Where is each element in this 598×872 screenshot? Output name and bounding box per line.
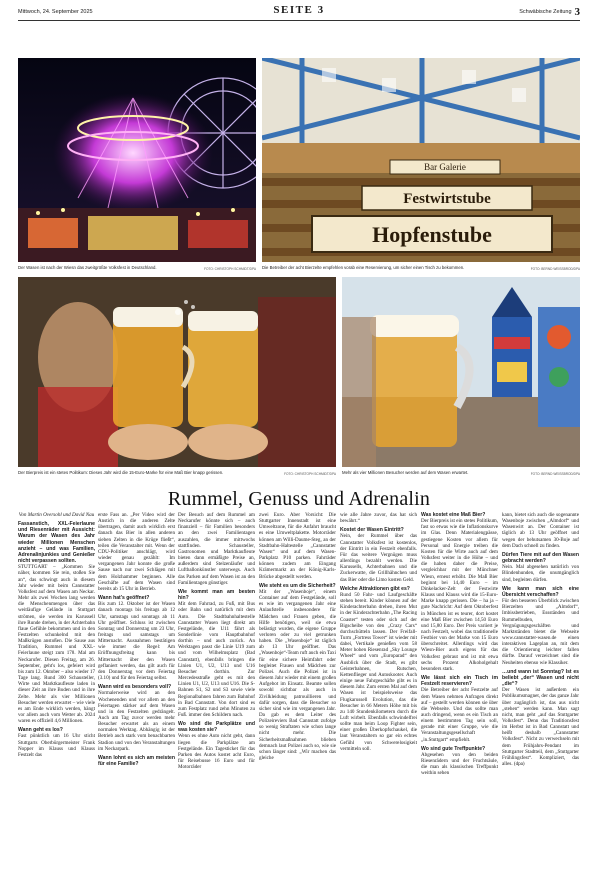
sign-bar-galerie: Bar Galerie [424, 162, 466, 172]
article-paragraph: STUTTGART – „Kommen Sie näher, kommen Sie rein, stoßen Sie an“, das schwingt auch in diesem Jahr wieder mit beim Cannstatter Volksfest auf dem Wasen am Neckar. Mehr als zwei Wochen lang werden die Menschenmengen über das weitläufige Gelände in Stuttgart strömen, sie werden im Karussell ihre Runde drehen, in der Achterbahn flaue Gefühle bekommen und in den Festzelten schunkelnd mit den Maßkrügen anstoßen. Die Sause aus Tradition, Rummel und XXL-Feierlaune steigt zum 178. Mal am Neckarufer. Diesen Freitag, am 26. September, geht's los, gefeiert wird bis zum 12. Oktober – also wieder 17 Tage lang. Rund 300 Schausteller, Wirte und Marktkaufleute laden in dieser Zeit an ihre Buden und in ihre Zelte. Mehr als vier Millionen Besucher werden erwartet – wie viele es am Ende wirklich werden, hängt vor allem auch vom Wetter ab. 2024 waren es offiziell 4,6 Millionen. [18, 564, 95, 725]
subheading: …und wann ist Sonntag? Ist es beliebt „der“ Wasen und nicht „die“? [502, 668, 579, 688]
subheading: Wann hat's geöffnet? [98, 595, 150, 602]
article-paragraph: Normalerweise wird an den Wochenenden und vor allem an den Feiertagen stärker auf dem Wasen und in den Festzelten gedrängelt. Auch am Tag zuvor werden mehr Besucher erwartet als an einem normalen Werktag. Abhängig ist der Betrieb auch stark vom benachbarten Stadion und von den Veranstaltungen im Neckarpark. [98, 690, 175, 752]
subheading: Wann lohnt es sich am meisten für eine Familie? [98, 754, 175, 768]
subheading: Wie kann man sich eine Übersicht verschaffen? [502, 585, 579, 598]
article-paragraph: Bis zum 12. Oktober ist der Wasen danach montags bis freitags ab 12 Uhr, samstags und sonntags ab 11 Uhr geöffnet. Schluss ist zwischen Sonntag und Donnerstag um 23 Uhr, freitags und samstags um Mitternacht. Ausnahmen bestätigen wie immer die Regel: Am Eröffnungsfreitag kann bis Mitternacht über den Wasen geflaniert werden, das gilt auch für den Donnerstag vor dem Feiertag (3.10) und für den Feiertag selbst. [98, 601, 175, 682]
article-paragraph: Nein, der Rummel über das Cannstatter Volksfest ist kostenlos, der Eintritt in ein Festzelt ebenfalls. Für das weitere Vergnügen muss allerdings bezahlt werden. Die Karussells, Achterbahnen und die Zuckerwatte, die Grillhähnchen und das Bier oder die Limo kosten Geld. [340, 533, 417, 583]
page-number: 3 [574, 6, 580, 18]
article-column-6 [421, 512, 498, 777]
photo-beer-mug [342, 277, 580, 467]
sign-festwirtstube: Festwirtstube [403, 191, 491, 207]
article-column-4 [259, 512, 336, 761]
subheading: Wo sind gute Treffpunkte? [421, 745, 486, 752]
subheading: Wie steht es um die Sicherheit? [259, 582, 336, 589]
article-paragraph: Fast pünktlich um 16 Uhr sticht Stuttgarts Oberbürgermeister Frank Nopper im Klauss und Klauss Festzelt das [18, 733, 95, 758]
article-paragraph: Nein. Mal abgesehen natürlich von Blindenhunden, die unumgänglich sind, begleiten dürfen. [502, 564, 579, 583]
article-paragraph: kann, bietet sich auch die sogenannte Wasenboje zwischen „Almdorf“ und Wasenwirt an. Der Container ist täglich ab 13 Uhr geöffnet und wegen der behutsamen 30-Boje auf dem Dach schnell zu finden. [502, 512, 579, 549]
masthead-rule [18, 20, 580, 21]
subheading: Dürfen Tiere mit auf den Wasen gebracht werden? [502, 551, 579, 565]
subheading: Wo sind die Parkplätze und was kosten sie? [178, 721, 255, 734]
sign-hopfenstube: Hopfenstube [372, 222, 492, 247]
article-lead: Fassanstich, XXL-Feierlaune und Riesenräder mit Aussicht: Warum der Wasen des Jahr wieder Millionen Menschen anzieht – und was Familien, Adrenalinjunkies und Genießer nicht verpassen sollten. [18, 521, 95, 565]
photo-credit-1: FOTO: CHRISTOPH SCHMIDT/DPA [204, 267, 256, 271]
photo-caption-3: Der Bierpreis ist ein stetes Politikum: Dieses Jahr wird die 15-Euro-Marke für eine Maß Bier knapp gerissen. [18, 470, 224, 475]
article-column-7 [502, 512, 579, 767]
photo-beer-toast [18, 277, 336, 467]
article-paragraph: zwei Euro. Aber Vorsicht: Die Stuttgarter Innenstadt ist eine Umweltzone, für die Anfahrt braucht es eine Umweltplakette. Motorräder können am Willi-Daume-Steg, an der Stadtbahn-Haltestelle „Cannstatter Wasen“ und auf dem Wasen-Parkplatz P10 parken. Fahrräder können zudem am Eingang Krämermarkt an der König-Karls-Brücke abgestellt werden. [259, 512, 336, 580]
article-headline: Rummel, Genuss und Adrenalin [167, 488, 431, 510]
article-column-1 [18, 512, 95, 758]
photo-beer-tent [262, 58, 580, 262]
section-title: SEITE 3 [273, 4, 325, 16]
article-paragraph: Der Bierpreis ist ein stetes Politikum, fast so etwas wie die Inflationskurve im Glas. Denn Materialengpässe, gestiegene Kosten vor allem für Personal und Energie treiben die Kosten für die Wirte auch auf dem Volksfest weiter in die Höhe – und die haben daher die Preise, vergleichbar mit der Münchner Wiesn, erneut erhöht. Die Maß Bier beginnt bei 14,40 Euro – im Dinkelacker-Zelt der Festwirte Klauss und Klauss wird die 15-Euro-Marke knapp gerissen. Die – ha ja – gute Nachricht: Auf dem Oktoberfest in München ist es teurer, dort kostet eine Maß Bier zwischen 14,50 Euro und 15,80 Euro. Der Preis variiert je nach Festzelt, wobei das traditionelle Festbier von der Marke von 15 Euro überschreitet. Allerdings wird das Wiesn-Bier auch eigens für das Volksfest gebraut und ist mit etwa sechs Prozent Alkoholgehalt besonders stark. [421, 518, 498, 672]
article-paragraph: Rund 50 Fahr- und Laufgeschäfte stehen bereit. Kinder können auf der Kinderachterbahn drehen, ihren Mut in der Kinderachterbahn „The Racing Coaster“ testen oder sich auf der Bigscheibe von den „Crazy Cars“ durchschütteln lassen. Der Freifall-Turm „Fortress Tower“ ist wieder mit dabei, Vertikale genießen vom 58 Meter hohen Riesenrad „Sky Lounge Wheel“ und vom „Europarad“ den Ausblick über die Stadt, es gibt Geisterbahnen, Rutschen, Kettenflieger und Autoskooter. Auch einige neue Fahrgeschäfte gibt es in diesem Jahr. Zum ersten Mal auf dem Wasen ist beispielsweise das Flugkarussell Evolution, das die Besucher in 66 Metern Höhe mit bis zu 140 Stundenkilometern durch die Luft wirbelt. Ebenfalls schwindelfrei sollte man beim Loop Fighter sein, einer großen Überkopfschaukel, die laut Veranstaltern so gar ein echtes Gefühl von Schwerelosigkeit vermitteln soll. [340, 591, 417, 752]
article-paragraph: Mit der „Wasenboje“, einem Container auf dem Festgelände, soll es wie im vergangenen Jahr eine Anlaufstelle insbesondere für Mädchen und Frauen geben, die Hilfe benötigen, weil sie etwa belästigt wurden, die eigene Gruppe verloren oder zu viel getrunken haben. Die „Wasenboje“ ist täglich ab 13 Uhr geöffnet. Das „Wasenboje“-Team ruft auch ein Taxi für eine sichere Heimfahrt oder begleitet Frauen und Mädchen zur Polizei. Auch die Polizei ist in diesem Jahr wieder mit einem großen Aufgebot im Einsatz. Beamte sollen sowohl sichtbar als auch in Zivilkleidung patrouillieren und dafür sorgen, dass die Besucher so sicher sind wie im vergangenen Jahr. Da gab es dem Leiter des Polizeireviers Bad Cannstatt zufolge so wenig Straftaten wie schon lange nicht mehr. Die Sicherheitsmaßnahmen blieben demnach laut Polizei auch so, wie sie schon länger sind: „Wir machen das gleiche [259, 588, 336, 762]
subheading: Wie lässt sich ein Tisch im Festzelt reservieren? [421, 675, 498, 688]
article-paragraph: Der Wasen ist außerdem ein Publikumsmagnet, der das ganze Jahr über zugänglich ist, das aus nicht „stehen“ werden kann. Man sagt nicht, man geht „auf das Stuttgarter Volksfest“. Denn das Traditionsfest im Herbst ist in Bad Cannstatt und heißt deshalb „Cannstatter Volksfest“. Nicht zu verwechseln mit dem Frühjahrs-Pendant im Stuttgarter Stadtteil, dem „Stuttgarter Frühlingsfest“. Kompliziert, das alles. (dpa) [502, 687, 579, 768]
photo-caption-1: Der Wasen ist nach der Wiesn das zweitgrößte Volksfest in Deutschland. [18, 265, 157, 270]
subheading: Wann geht es los? [18, 727, 63, 734]
article-column-3 [178, 512, 255, 770]
article-paragraph: Die Betreiber der acht Festzelte auf dem Wasen nehmen Anfragen direkt auf – gestellt werden können sie über die Webseite. Und das sollte man auch dringend, wenn es ein Tisch an einem bestimmten Tag sein soll, gerade mit einer Gruppe, wie die Veranstaltungsgesellschaft „in.Stuttgart“ empfiehlt. [421, 687, 498, 743]
article-column-5 [340, 512, 417, 752]
issue-date: Mittwoch, 24. September 2025 [18, 9, 93, 15]
photo-ferris-wheel [18, 58, 256, 262]
photo-credit-3: FOTO: CHRISTOPH SCHMIDT/DPA [284, 472, 336, 476]
subheading: Was kostet eine Maß Bier? [421, 512, 486, 518]
masthead [18, 4, 580, 18]
subheading: Welche Attraktionen gibt es? [340, 585, 410, 592]
photo-credit-4: FOTO: BERND WEISSBROD/DPA [530, 472, 580, 476]
article-paragraph: Für den besseren Überblick zwischen Bierzelten und „Almdorf“, Imbissbetrieben, Essständen und Rummelbuden, Vergnügungsgeschäften und Marktständen bietet die Webseite www.cannstatter-wasen.de einen interaktiven Lageplan an, mit dem die Orientierung leichter fallen dürfte. Darauf verzeichnet sind die Neuheiten ebenso wie Klassiker. [502, 598, 579, 666]
article-paragraph: erste Fass an. „Per Video wird der Anstich in die anderen Zelte übertragen, damit auch wirklich erst danach das Bier in allen anderen sieben Zelten in die Krüge fließt“, teilen die Veranstalter mit. Wenn der CDU-Politiker anschlägt, wird wieder genau gezählt: Im vergangenen Jahr konnte die große Sause nach nur zwei Schlägen mit dem Holzhammer beginnen. Alle Geschäfte auf dem Wasen sind bereits ab 15 Uhr in Betrieb. [98, 512, 175, 592]
subheading: Wann wird es besonders voll? [98, 684, 172, 691]
article-paragraph: Mit dem Fahrrad, zu Fuß, mit Bus oder Bahn und natürlich mit dem Auto. Die Stadtbahnhaltestelle Cannstatter Wasen liegt direkt am Festgelände, die U11 fährt als Sonderlinie vom Hauptbahnhof dorthin – und auch zurück. An Werktagen passt die Linie U19 zum und vom Wilhelmsplatz (Bad Cannstatt), ebenfalls bringen die Linien U1, U2, U13 und U16 Besucher dorthin. Zur Mercedesstraße geht es mit den Linien U1, U2, U13 und U16. Die S-Bahnen S1, S2 und S3 sowie viele Regionalbahnen fahren zum Bahnhof in Bad Cannstatt. Von dort sind es zum Festplatz rund zehn Minuten zu Fuß. immer den Schildern nach. [178, 601, 255, 718]
article-paragraph: Wenn es ohne Auto nicht geht, dann liegen die Parkplätze am Festgelände. Ein Tagesticket für das Parken des Autos kostet acht Euro, für Reisebusse 16 Euro und für Motorräder [178, 733, 255, 771]
article-paragraph: Der Besuch auf dem Rummel am Neckarufer könnte sich – auch finanziell – für Familien besonders an den zwei Familientagen auszahlen, die immer mittwochs stattfinden. Schausteller, Gastronomen und Marktkaufleute bieten dann ermäßigte Preise an, außerdem sind Stelzenläufer und Luftballonkünstler unterwegs. Auch das Parken auf dem Wasen ist an den Familientagen günstiger. [178, 512, 255, 586]
paper-name: Schwäbische Zeitung 3 [519, 6, 580, 18]
photo-caption-4: Mehr als vier Millionen Besucher werden auf dem Wasen erwartet. [342, 470, 469, 475]
photo-credit-2: FOTO: BERND WEISSBROD/DPA [530, 267, 580, 271]
article-paragraph: wie alle Jahre zuvor, das hat sich bewährt.“ [340, 512, 417, 525]
article-paragraph: Abgesehen von den beiden Riesenrädern und der Fruchtsäule, die man als klassischen Treffpunkt weithin sehen [421, 751, 498, 777]
photo-caption-2: Die Betreiber der acht Bierzelte empfehlen vorab eine Reservierung, um sicher einen Tisch zu bekommen. [262, 265, 465, 270]
subheading: Wie kommt man am besten hin? [178, 588, 255, 602]
article-column-2 [98, 512, 175, 767]
subheading: Kostet der Wasen Eintritt? [340, 527, 404, 534]
author-byline: Von Martin Oversohl und David Nau [18, 512, 95, 518]
